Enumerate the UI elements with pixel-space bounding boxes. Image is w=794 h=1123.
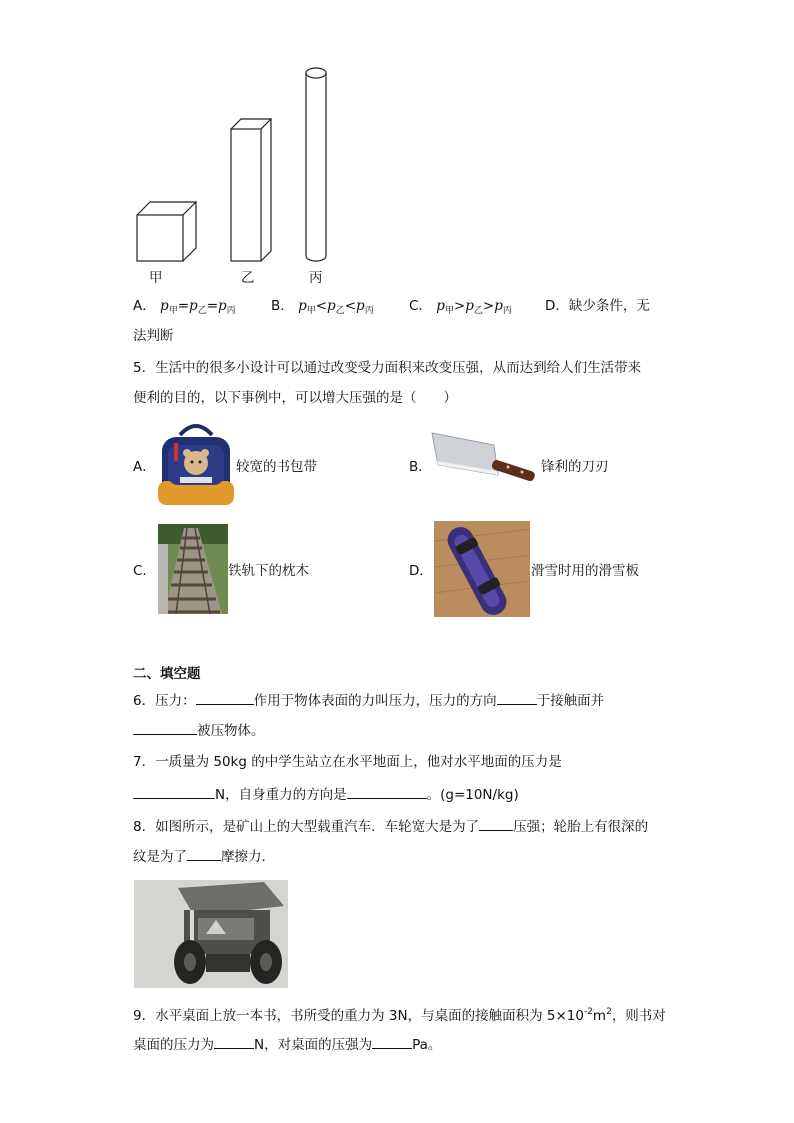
q5-option-b-label: 锋利的刀刃 [541, 459, 609, 475]
q9-blank-1[interactable] [214, 1034, 254, 1049]
q8-line1: 8．如图所示，是矿山上的大型载重汽车．车轮宽大是为了 压强；轮胎上有很深的 [133, 816, 648, 837]
label-yi: 乙 [241, 270, 255, 286]
q5-stem-line1: 5．生活中的很多小设计可以通过改变受力面积来改变压强，从而达到给人们生活带来 [133, 360, 642, 376]
q7-line2: N，自身重力的方向是 。(g=10N/kg) [133, 784, 519, 805]
q6-line1: 6．压力： 作用于物体表面的力叫压力，压力的方向 于接触面并 [133, 690, 604, 711]
q4-option-b[interactable]: B． $p_甲<p_乙<p_丙$ [271, 298, 374, 316]
q5-option-b-letter[interactable]: B． [409, 459, 432, 475]
q5-option-d-label: 滑雪时用的滑雪板 [531, 563, 639, 579]
q8-line2: 纹是为了 摩擦力． [133, 846, 275, 867]
q5-stem-line2: 便利的目的，以下事例中，可以增大压强的是（ ） [133, 390, 457, 406]
q5-option-c-label: 铁轨下的枕木 [228, 563, 309, 579]
snowboard-image [434, 521, 530, 617]
q6-blank-2[interactable] [497, 690, 537, 705]
knife-image [428, 429, 540, 495]
railway-image [158, 524, 228, 614]
q6-blank-1[interactable] [196, 690, 254, 705]
q4-option-d-cont: 法判断 [133, 328, 174, 344]
tall-box-solid [231, 119, 271, 261]
q4-option-d[interactable]: D．缺少条件，无 [545, 298, 650, 314]
solids-figure [130, 60, 340, 265]
q8-blank-2[interactable] [187, 846, 221, 861]
label-bing: 丙 [309, 270, 323, 286]
q4-option-c[interactable]: C． $p_甲>p_乙>p_丙$ [409, 298, 512, 316]
q8-blank-1[interactable] [479, 816, 513, 831]
q7-line1: 7．一质量为 50kg 的中学生站立在水平地面上，他对水平地面的压力是 [133, 754, 562, 770]
q5-option-d-letter[interactable]: D． [409, 563, 433, 579]
q5-option-c-letter[interactable]: C． [133, 563, 156, 579]
q5-option-a-letter[interactable]: A． [133, 459, 156, 475]
q6-blank-3[interactable] [133, 720, 197, 735]
q9-line1: 9．水平桌面上放一本书，书所受的重力为 3N，与桌面的接触面积为 $5\times 10^{-2}m^2$，则书对 [133, 1007, 666, 1024]
q9-line2: 桌面的压力为 N，对桌面的压强为 Pa。 [133, 1034, 441, 1055]
q7-blank-1[interactable] [133, 784, 215, 799]
label-jia: 甲 [149, 270, 163, 286]
q5-option-a-label: 较宽的书包带 [236, 459, 317, 475]
q4-option-a[interactable]: A． $p_甲=p_乙=p_丙$ [133, 298, 236, 316]
q6-line2: 被压物体。 [133, 720, 265, 741]
cylinder-solid [306, 68, 326, 261]
cube-solid [137, 202, 196, 261]
mining-truck-image [134, 880, 288, 988]
q7-blank-2[interactable] [347, 784, 427, 799]
backpack-image [156, 419, 236, 507]
section-2-heading: 二、填空题 [133, 666, 201, 682]
q9-blank-2[interactable] [372, 1034, 412, 1049]
